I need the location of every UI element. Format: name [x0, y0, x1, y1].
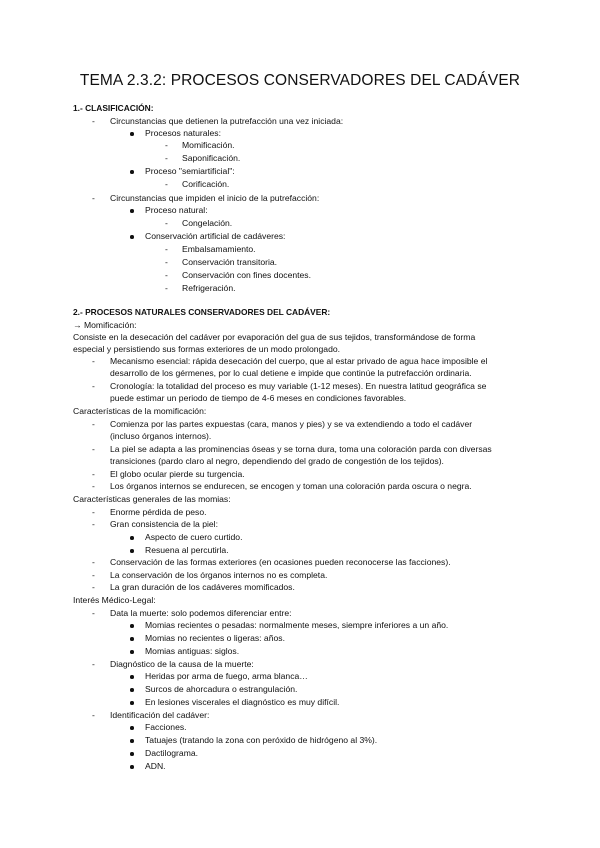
bullet-icon	[130, 650, 134, 654]
paragraph-line: Consiste en la desecación del cadáver por evaporación del gua de sus tejidos, transformándose de forma	[73, 332, 476, 342]
dash-marker: -	[165, 283, 168, 293]
list-item: Momias antiguas: siglos.	[145, 646, 240, 656]
dash-marker: -	[165, 140, 168, 150]
list-item: Procesos naturales:	[145, 128, 221, 138]
list-item-continuation: transiciones (pardo claro al negro, dependiendo del grado de congestión de los tejidos).	[110, 456, 444, 466]
dash-marker: -	[92, 419, 95, 429]
section-2-heading: 2.- PROCESOS NATURALES CONSERVADORES DEL CADÁVER:	[73, 307, 331, 317]
list-item: Facciones.	[145, 722, 187, 732]
subheading: Características generales de las momias:	[73, 494, 231, 504]
list-item-continuation: (incluso órganos internos).	[110, 431, 212, 441]
list-item: La piel se adapta a las prominencias óseas y se torna dura, toma una coloración parda con diversas	[110, 444, 492, 454]
bullet-icon	[130, 726, 134, 730]
dash-marker: -	[92, 481, 95, 491]
dash-marker: -	[165, 257, 168, 267]
list-item: Momificación.	[182, 140, 235, 150]
subheading: → Momificación:	[73, 320, 137, 330]
section-1-heading: 1.- CLASIFICACIÓN:	[73, 103, 154, 113]
bullet-icon	[130, 675, 134, 679]
bullet-icon	[130, 752, 134, 756]
list-item: ADN.	[145, 761, 166, 771]
bullet-icon	[130, 209, 134, 213]
dash-marker: -	[92, 582, 95, 592]
list-item: Corificación.	[182, 179, 230, 189]
list-item: Proceso natural:	[145, 205, 208, 215]
dash-marker: -	[92, 570, 95, 580]
bullet-icon	[130, 132, 134, 136]
dash-marker: -	[92, 710, 95, 720]
dash-marker: -	[165, 218, 168, 228]
list-item: Resuena al percutirla.	[145, 545, 229, 555]
bullet-icon	[130, 235, 134, 239]
list-item: Circunstancias que detienen la putrefacción una vez iniciada:	[110, 116, 344, 126]
list-item: Heridas por arma de fuego, arma blanca…	[145, 671, 308, 681]
subheading: Características de la momificación:	[73, 406, 207, 416]
list-item: Saponificación.	[182, 153, 241, 163]
dash-marker: -	[92, 659, 95, 669]
list-item: La gran duración de los cadáveres momificados.	[110, 582, 295, 592]
dash-marker: -	[92, 469, 95, 479]
dash-marker: -	[165, 153, 168, 163]
list-item: Los órganos internos se endurecen, se encogen y toman una coloración parda oscura o negra.	[110, 481, 472, 491]
dash-marker: -	[165, 244, 168, 254]
dash-marker: -	[92, 444, 95, 454]
bullet-icon	[130, 739, 134, 743]
list-item: Momias no recientes o ligeras: años.	[145, 633, 285, 643]
list-item: Dactilograma.	[145, 748, 199, 758]
list-item-continuation: desarrollo de los gérmenes, por lo cual detiene e impide que continúe la putrefacción ordinaria.	[110, 368, 472, 378]
dash-marker: -	[92, 557, 95, 567]
dash-marker: -	[92, 116, 95, 126]
list-item: Momias recientes o pesadas: normalmente meses, siempre inferiores a un año.	[145, 620, 449, 630]
list-item: Conservación transitoria.	[182, 257, 278, 267]
bullet-icon	[130, 536, 134, 540]
list-item: Enorme pérdida de peso.	[110, 507, 207, 517]
bullet-icon	[130, 170, 134, 174]
list-item: Gran consistencia de la piel:	[110, 519, 218, 529]
dash-marker: -	[92, 519, 95, 529]
list-item: En lesiones viscerales el diagnóstico es muy difícil.	[145, 697, 340, 707]
list-item: Aspecto de cuero curtido.	[145, 532, 243, 542]
dash-marker: -	[92, 193, 95, 203]
list-item: Mecanismo esencial: rápida desecación del cuerpo, que al estar privado de agua hace imposible el	[110, 356, 488, 366]
list-item: Conservación con fines docentes.	[182, 270, 311, 280]
bullet-icon	[130, 624, 134, 628]
list-item: Embalsamamiento.	[182, 244, 256, 254]
dash-marker: -	[92, 381, 95, 391]
bullet-icon	[130, 765, 134, 769]
list-item: Conservación artificial de cadáveres:	[145, 231, 286, 241]
list-item: Comienza por las partes expuestas (cara, manos y pies) y se va extendiendo a todo el cadáver	[110, 419, 473, 429]
dash-marker: -	[165, 179, 168, 189]
list-item: Conservación de las formas exteriores (en ocasiones pueden reconocerse las facciones).	[110, 557, 451, 567]
dash-marker: -	[165, 270, 168, 280]
bullet-icon	[130, 701, 134, 705]
list-item: Circunstancias que impiden el inicio de la putrefacción:	[110, 193, 320, 203]
bullet-icon	[130, 549, 134, 553]
dash-marker: -	[92, 608, 95, 618]
list-item: Surcos de ahorcadura o estrangulación.	[145, 684, 298, 694]
list-item: Proceso "semiartificial":	[145, 166, 235, 176]
list-item-continuation: puede estimar un periodo de tiempo de 4-6 meses en condiciones favorables.	[110, 393, 407, 403]
list-item: La conservación de los órganos internos no es completa.	[110, 570, 328, 580]
list-item: Diagnóstico de la causa de la muerte:	[110, 659, 254, 669]
list-item: Refrigeración.	[182, 283, 236, 293]
paragraph-line: especial y persistiendo sus formas exteriores de un modo prolongado.	[73, 344, 341, 354]
dash-marker: -	[92, 507, 95, 517]
list-item: Cronología: la totalidad del proceso es muy variable (1-12 meses). En nuestra latitud geográfica se	[110, 381, 487, 391]
subheading: Interés Médico-Legal:	[73, 595, 156, 605]
list-item: Identificación del cadáver:	[110, 710, 210, 720]
list-item: Congelación.	[182, 218, 233, 228]
bullet-icon	[130, 637, 134, 641]
list-item: El globo ocular pierde su turgencia.	[110, 469, 245, 479]
list-item: Data la muerte: solo podemos diferenciar entre:	[110, 608, 292, 618]
dash-marker: -	[92, 356, 95, 366]
bullet-icon	[130, 688, 134, 692]
list-item: Tatuajes (tratando la zona con peróxido de hidrógeno al 3%).	[145, 735, 378, 745]
page-title: TEMA 2.3.2: PROCESOS CONSERVADORES DEL CADÁVER	[79, 72, 521, 89]
